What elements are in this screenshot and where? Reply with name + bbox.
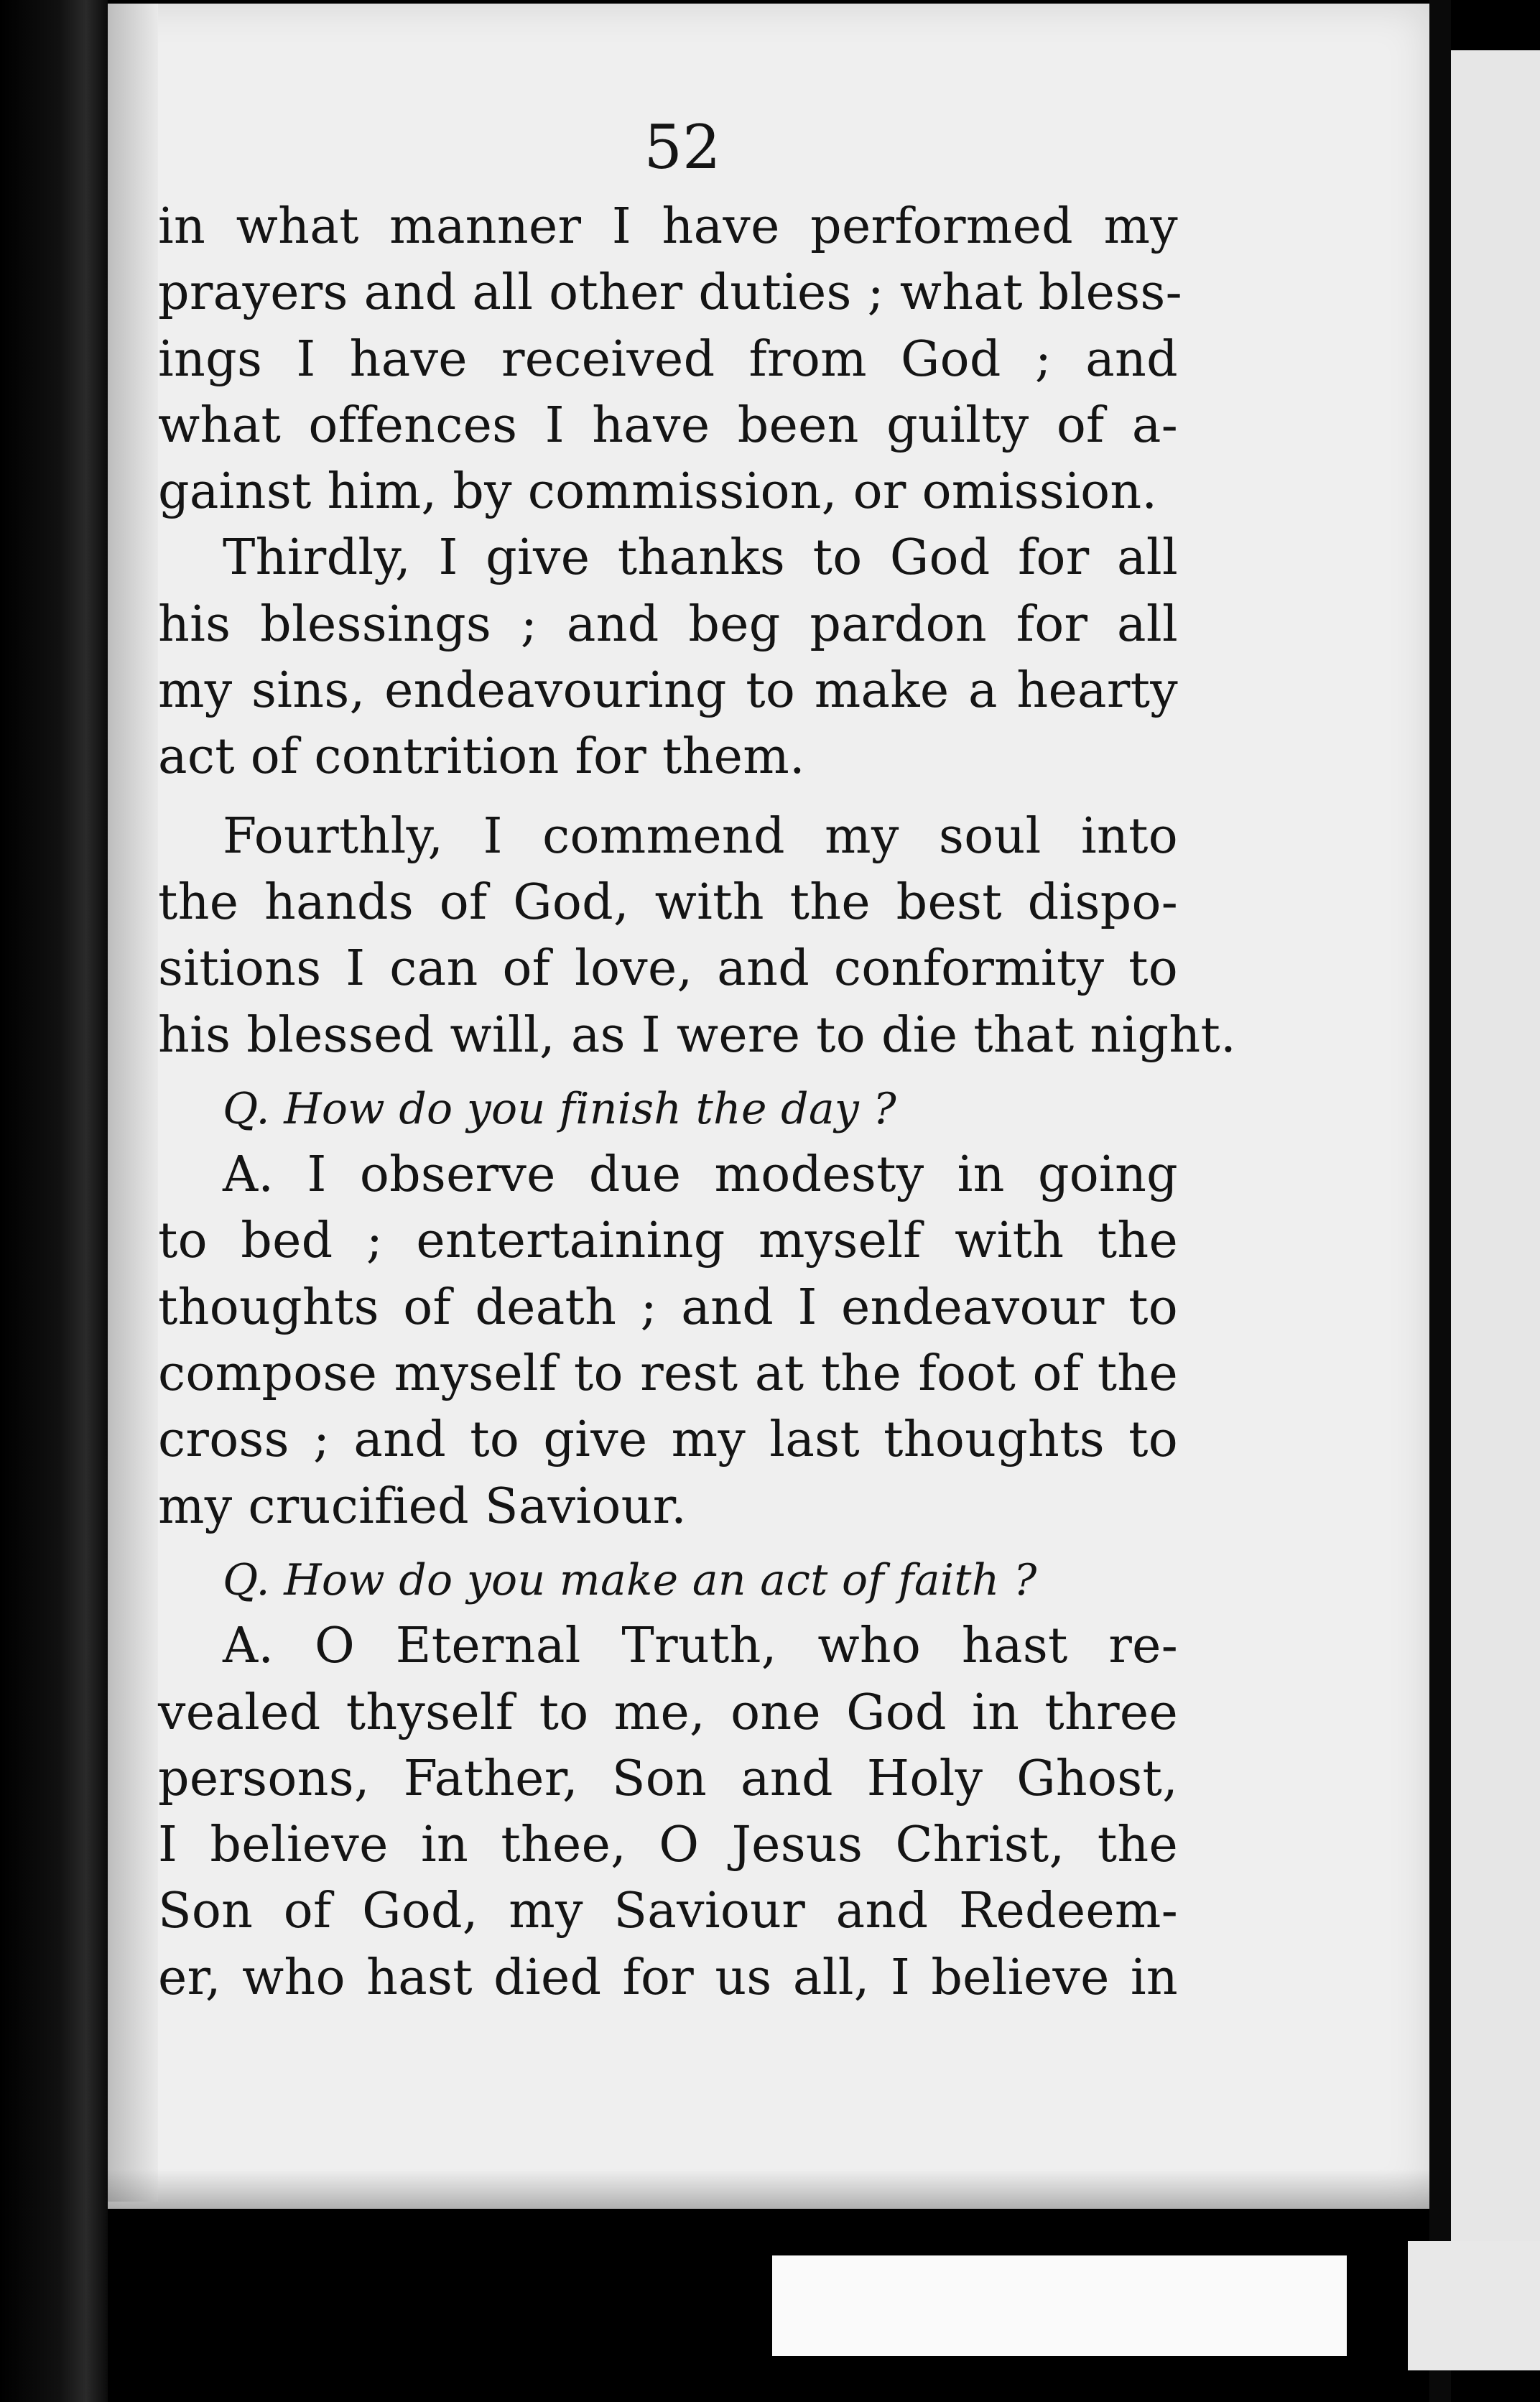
bottom-right-paper bbox=[1408, 2241, 1540, 2370]
page-gutter bbox=[1429, 0, 1451, 2402]
text-line: prayers and all other duties ; what bless- bbox=[158, 264, 1182, 322]
answer-finish-day bbox=[158, 1142, 1178, 1540]
question-finish-day bbox=[158, 1076, 1178, 1142]
page-text bbox=[158, 112, 1237, 2011]
book-spine bbox=[0, 0, 108, 2402]
paragraph-continuation bbox=[158, 194, 1182, 525]
text-line: persons, Father, Son and Holy Ghost, bbox=[158, 1750, 1178, 1807]
paragraph-fourthly bbox=[158, 804, 1237, 1069]
text-line: Fourthly, I commend my soul into bbox=[223, 807, 1178, 865]
text-line: compose myself to rest at the foot of the bbox=[158, 1345, 1178, 1403]
text-line: Son of God, my Saviour and Redeem- bbox=[158, 1883, 1178, 1940]
text-line: gainst him, by commission, or omission. bbox=[158, 463, 1158, 521]
text-line: thoughts of death ; and I endeavour to bbox=[158, 1279, 1178, 1336]
page-binding-shadow bbox=[108, 4, 158, 2202]
text-line: what offences I have been guilty of a- bbox=[158, 397, 1178, 454]
text-line: Thirdly, I give thanks to God for all bbox=[223, 529, 1178, 587]
text-line: to bed ; entertaining myself with the bbox=[158, 1212, 1178, 1270]
page-number: 52 bbox=[644, 112, 721, 182]
paragraph-thirdly bbox=[158, 525, 1178, 790]
text-line: my crucified Saviour. bbox=[158, 1478, 687, 1535]
question-line: Q. How do you make an act of faith ? bbox=[223, 1554, 1037, 1605]
text-line: A. O Eternal Truth, who hast re- bbox=[223, 1618, 1178, 1675]
text-line: cross ; and to give my last thoughts to bbox=[158, 1411, 1178, 1469]
text-line: act of contrition for them. bbox=[158, 728, 805, 786]
page-bottom-shadow bbox=[108, 2169, 1429, 2234]
text-line: sitions I can of love, and conformity to bbox=[158, 940, 1178, 998]
text-line: ings I have received from God ; and bbox=[158, 330, 1178, 388]
text-line: his blessings ; and beg pardon for all bbox=[158, 595, 1178, 653]
question-act-of-faith bbox=[158, 1547, 1178, 1613]
text-line: vealed thyself to me, one God in three bbox=[158, 1684, 1178, 1741]
text-line: my sins, endeavouring to make a hearty bbox=[158, 662, 1178, 720]
text-line: his blessed will, as I were to die that night. bbox=[158, 1006, 1237, 1064]
text-line: in what manner I have performed my bbox=[158, 198, 1178, 255]
text-line: er, who hast died for us all, I believe in bbox=[158, 1949, 1178, 2006]
facing-page-edge bbox=[1451, 50, 1540, 2248]
answer-act-of-faith bbox=[158, 1613, 1178, 2011]
question-line: Q. How do you finish the day ? bbox=[223, 1083, 896, 1134]
bottom-paper-strip bbox=[772, 2255, 1347, 2356]
text-line: the hands of God, with the best dispo- bbox=[158, 873, 1178, 931]
text-line: I believe in thee, O Jesus Christ, the bbox=[158, 1817, 1178, 1874]
text-line: A. I observe due modesty in going bbox=[223, 1146, 1178, 1204]
